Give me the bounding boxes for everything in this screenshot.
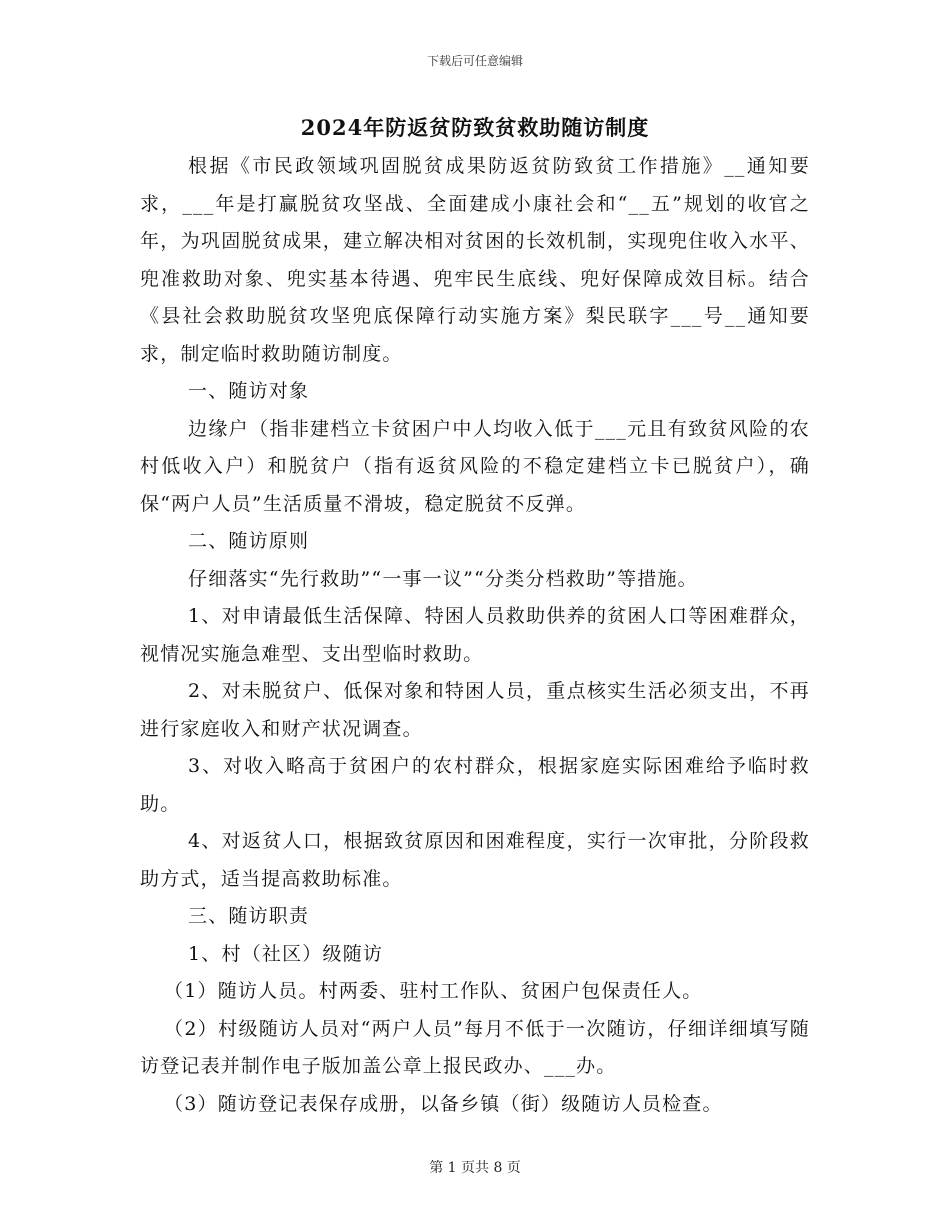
list-item: （2）村级随访人员对“两户人员”每月不低于一次随访，仔细详细填写随访登记表并制作电子版加盖公章上报民政办、___办。: [140, 1017, 810, 1077]
section-heading-1: 一、随访对象: [188, 380, 310, 402]
paragraph: 边缘户（指非建档立卡贫困户中人均收入低于___元且有致贫风险的农村低收入户）和脱贫户（指有返贫风险的不稳定建档立卡已脱贫户），确保“两户人员”生活质量不滑坡，稳定脱贫不反弹。: [140, 417, 810, 515]
list-item: （1）随访人员。村两委、驻村工作队、贫困户包保责任人。: [164, 980, 703, 1002]
paragraph-intro: 根据《市民政领域巩固脱贫成果防返贫防致贫工作措施》__通知要求，___年是打赢脱贫攻坚战、全面建成小康社会和“__五”规划的收官之年，为巩固脱贫成果，建立解决相对贫困的长效机制，实现兜住收入水平、兜准救助对象、兜实基本待遇、兜牢民生底线、兜好保障成效目标。结合《县社会救助脱贫攻坚兜底保障行动实施方案》梨民联字___号__通知要求，制定临时救助随访制度。: [140, 155, 810, 365]
list-item: 4、对返贫人口，根据致贫原因和困难程度，实行一次审批，分阶段救助方式，适当提高救助标准。: [140, 830, 810, 890]
page-header: 下载后可任意编辑: [426, 54, 523, 68]
subsection-heading: 1、村（社区）级随访: [188, 942, 384, 965]
section-heading-3: 三、随访职责: [188, 905, 310, 927]
document-body: [140, 148, 810, 1123]
list-item: （3）随访登记表保存成册，以备乡镇（街）级随访人员检查。: [164, 1092, 723, 1115]
document-title: 2024年防返贫防致贫救助随访制度: [300, 115, 650, 140]
section-heading-2: 二、随访原则: [188, 530, 310, 552]
page-footer: 第 1 页共 8 页: [429, 1160, 521, 1176]
list-item: 1、对申请最低生活保障、特困人员救助供养的贫困人口等困难群众，视情况实施急难型、支出型临时救助。: [140, 605, 810, 665]
paragraph: 仔细落实“先行救助”“一事一议”“分类分档救助”等措施。: [188, 567, 698, 590]
list-item: 3、对收入略高于贫困户的农村群众，根据家庭实际困难给予临时救助。: [140, 755, 810, 815]
list-item: 2、对未脱贫户、低保对象和特困人员，重点核实生活必须支出，不再进行家庭收入和财产状况调查。: [140, 680, 810, 740]
